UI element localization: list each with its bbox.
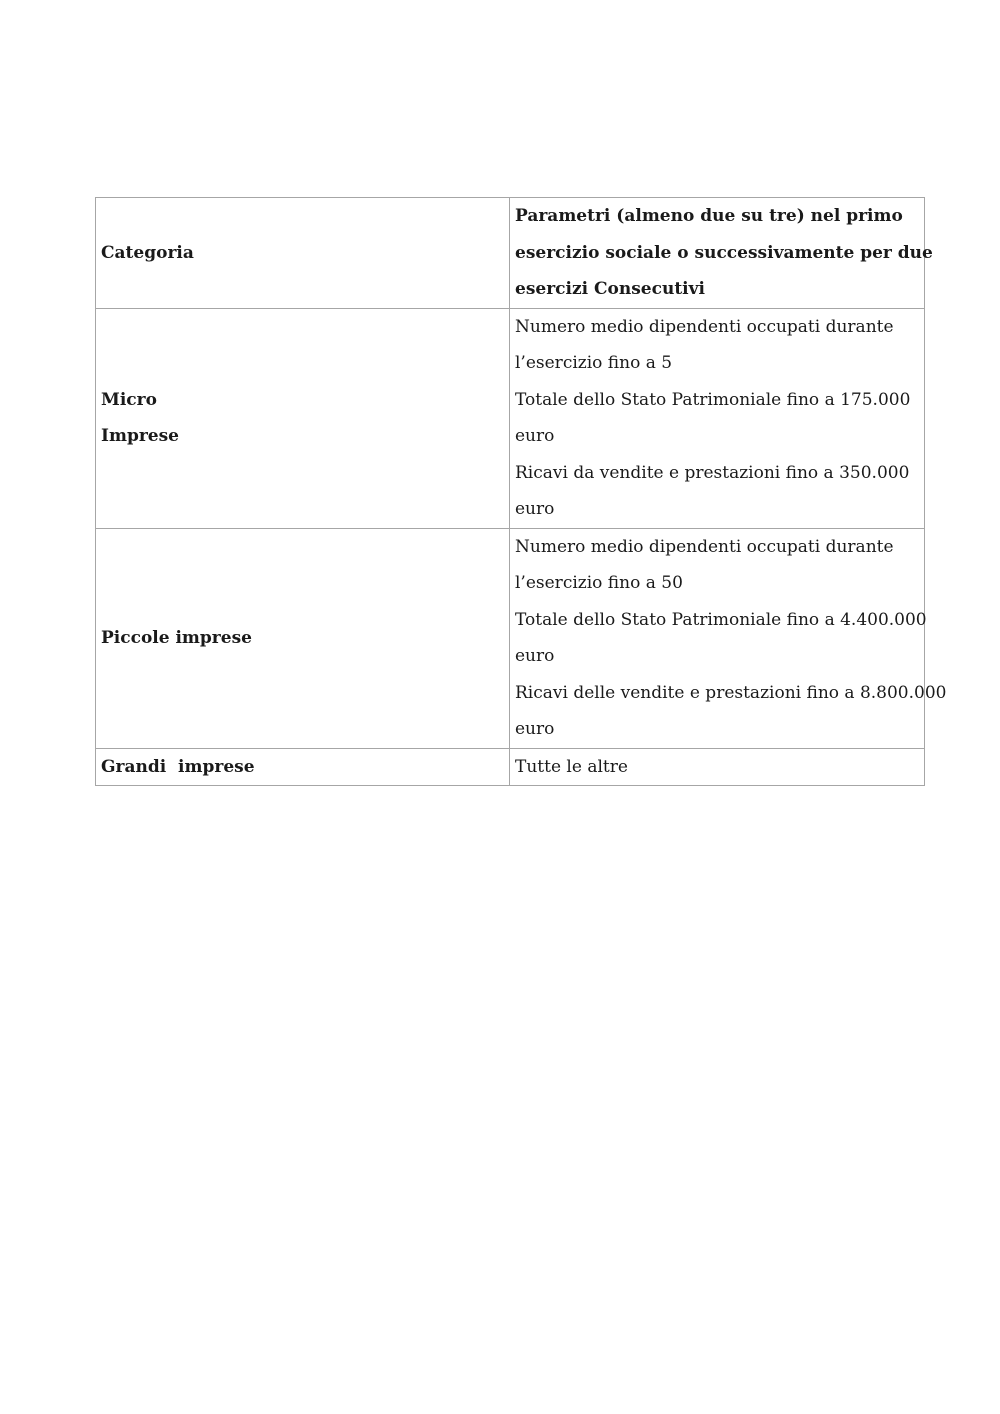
parameter-line: Totale dello Stato Patrimoniale fino a 175.000 <box>515 389 911 410</box>
parameter-line: euro <box>515 499 555 519</box>
table-header-row <box>96 198 925 309</box>
parameter-line: Ricavi da vendite e prestazioni fino a 350.000 <box>515 462 910 483</box>
category-cell <box>96 308 510 528</box>
parameter-line: l’esercizio fino a 50 <box>515 573 683 593</box>
parameter-line: l’esercizio fino a 5 <box>515 353 673 373</box>
parameter-line: Ricavi delle vendite e prestazioni fino a 8.800.000 <box>515 682 947 703</box>
header-parameters-line: esercizio sociale o successivamente per due <box>515 242 933 263</box>
parameter-line: Totale dello Stato Patrimoniale fino a 4.400.000 <box>515 609 927 630</box>
category-label: Grandi imprese <box>101 756 255 777</box>
table-row-piccole <box>96 528 925 748</box>
parameter-line: euro <box>515 719 555 739</box>
table-row-grandi <box>96 748 925 786</box>
category-label: Piccole imprese <box>101 627 252 648</box>
parameter-line: Numero medio dipendenti occupati durante <box>515 316 894 337</box>
parameter-line: euro <box>515 646 555 666</box>
parameters-cell <box>510 748 925 786</box>
parameter-line: euro <box>515 426 555 446</box>
category-label: Micro <box>101 389 157 410</box>
parameters-cell <box>510 308 925 528</box>
header-category-label: Categoria <box>101 242 194 263</box>
category-cell <box>96 748 510 786</box>
header-parameters-line: Parametri (almeno due su tre) nel primo <box>515 206 903 226</box>
enterprise-category-table <box>95 197 947 786</box>
parameter-line: Tutte le altre <box>515 756 628 777</box>
header-parameters-cell <box>510 198 933 309</box>
table-row-micro <box>96 308 925 528</box>
parameter-line: Numero medio dipendenti occupati durante <box>515 536 894 557</box>
parameters-cell <box>510 528 947 748</box>
header-category-cell <box>96 198 510 309</box>
header-parameters-line: esercizi Consecutivi <box>515 279 705 299</box>
category-cell <box>96 528 510 748</box>
category-label: Imprese <box>101 426 179 446</box>
